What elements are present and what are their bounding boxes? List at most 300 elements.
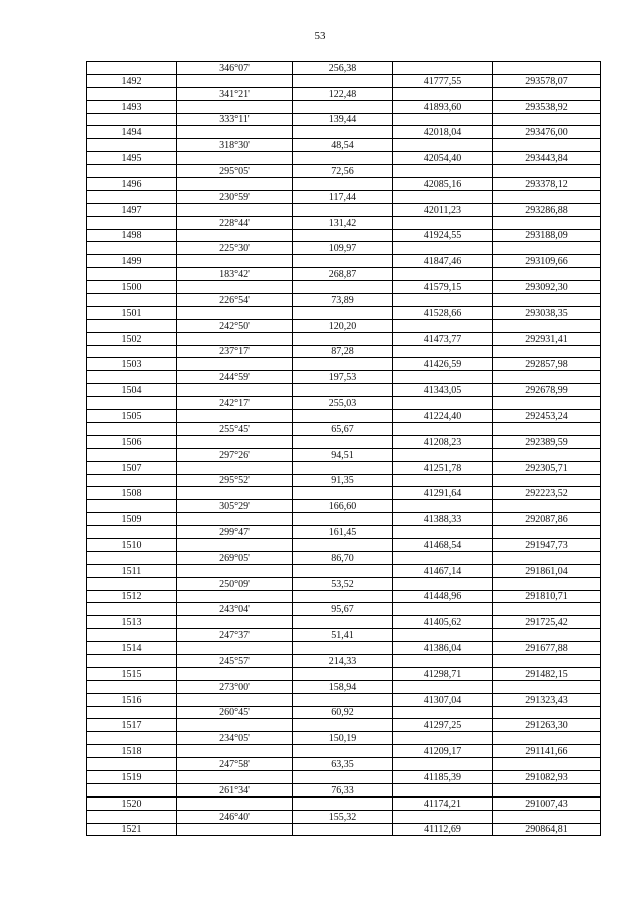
y-coordinate-cell: 291677,88: [493, 642, 601, 655]
point-number-cell: [87, 422, 177, 435]
point-number-cell: [87, 526, 177, 539]
point-number-cell: 1496: [87, 178, 177, 191]
direction-angle-cell: [177, 797, 293, 810]
distance-cell: 268,87: [293, 268, 393, 281]
y-coordinate-cell: 293038,35: [493, 306, 601, 319]
distance-cell: 91,35: [293, 474, 393, 487]
table-row: [87, 538, 601, 551]
table-row: [87, 706, 601, 719]
y-coordinate-cell: 293538,92: [493, 100, 601, 113]
distance-cell: 214,33: [293, 654, 393, 667]
distance-cell: 122,48: [293, 87, 393, 100]
direction-angle-cell: [177, 487, 293, 500]
y-coordinate-cell: 293092,30: [493, 281, 601, 294]
table-row: [87, 190, 601, 203]
x-coordinate-cell: 41777,55: [393, 74, 493, 87]
y-coordinate-cell: 291947,73: [493, 538, 601, 551]
y-coordinate-cell: 292931,41: [493, 332, 601, 345]
table-row: [87, 823, 601, 836]
x-coordinate-cell: 41426,59: [393, 358, 493, 371]
x-coordinate-cell: 41298,71: [393, 667, 493, 680]
point-number-cell: [87, 190, 177, 203]
distance-cell: [293, 126, 393, 139]
distance-cell: 76,33: [293, 783, 393, 796]
direction-angle-cell: 305°29': [177, 500, 293, 513]
table-row: [87, 306, 601, 319]
x-coordinate-cell: 41847,46: [393, 255, 493, 268]
y-coordinate-cell: [493, 397, 601, 410]
table-row: [87, 654, 601, 667]
y-coordinate-cell: 291725,42: [493, 616, 601, 629]
table-row: [87, 165, 601, 178]
x-coordinate-cell: 41291,64: [393, 487, 493, 500]
point-number-cell: 1513: [87, 616, 177, 629]
direction-angle-cell: [177, 616, 293, 629]
y-coordinate-cell: 293578,07: [493, 74, 601, 87]
table-row: [87, 345, 601, 358]
y-coordinate-cell: [493, 810, 601, 823]
distance-cell: 256,38: [293, 62, 393, 75]
y-coordinate-cell: 291323,43: [493, 693, 601, 706]
distance-cell: [293, 538, 393, 551]
table-row: [87, 216, 601, 229]
x-coordinate-cell: [393, 422, 493, 435]
distance-cell: 60,92: [293, 706, 393, 719]
table-row: [87, 358, 601, 371]
point-number-cell: 1508: [87, 487, 177, 500]
x-coordinate-cell: [393, 629, 493, 642]
table-row: [87, 113, 601, 126]
y-coordinate-cell: 292453,24: [493, 410, 601, 423]
table-row: [87, 810, 601, 823]
x-coordinate-cell: 41224,40: [393, 410, 493, 423]
coordinates-table: [86, 61, 601, 836]
point-number-cell: 1514: [87, 642, 177, 655]
y-coordinate-cell: 291082,93: [493, 770, 601, 783]
direction-angle-cell: 297°26': [177, 448, 293, 461]
table-row: [87, 397, 601, 410]
table-row: [87, 229, 601, 242]
point-number-cell: [87, 345, 177, 358]
x-coordinate-cell: 41405,62: [393, 616, 493, 629]
table-row: [87, 603, 601, 616]
x-coordinate-cell: 41528,66: [393, 306, 493, 319]
direction-angle-cell: 250°09': [177, 577, 293, 590]
distance-cell: [293, 797, 393, 810]
distance-cell: 63,35: [293, 758, 393, 771]
table-row: [87, 590, 601, 603]
point-number-cell: [87, 268, 177, 281]
point-number-cell: [87, 629, 177, 642]
distance-cell: 72,56: [293, 165, 393, 178]
y-coordinate-cell: [493, 371, 601, 384]
y-coordinate-cell: [493, 62, 601, 75]
distance-cell: [293, 590, 393, 603]
x-coordinate-cell: 41473,77: [393, 332, 493, 345]
distance-cell: 109,97: [293, 242, 393, 255]
y-coordinate-cell: [493, 783, 601, 796]
distance-cell: 95,67: [293, 603, 393, 616]
x-coordinate-cell: [393, 113, 493, 126]
distance-cell: [293, 513, 393, 526]
x-coordinate-cell: 41579,15: [393, 281, 493, 294]
y-coordinate-cell: [493, 577, 601, 590]
point-number-cell: [87, 577, 177, 590]
x-coordinate-cell: 42011,23: [393, 203, 493, 216]
direction-angle-cell: [177, 564, 293, 577]
table-row: [87, 268, 601, 281]
x-coordinate-cell: 41112,69: [393, 823, 493, 836]
distance-cell: 117,44: [293, 190, 393, 203]
x-coordinate-cell: [393, 654, 493, 667]
x-coordinate-cell: [393, 577, 493, 590]
y-coordinate-cell: 293476,00: [493, 126, 601, 139]
direction-angle-cell: [177, 255, 293, 268]
point-number-cell: [87, 603, 177, 616]
direction-angle-cell: [177, 513, 293, 526]
direction-angle-cell: 183°42': [177, 268, 293, 281]
x-coordinate-cell: 42085,16: [393, 178, 493, 191]
table-row: [87, 629, 601, 642]
table-row: [87, 693, 601, 706]
distance-cell: 131,42: [293, 216, 393, 229]
point-number-cell: 1503: [87, 358, 177, 371]
x-coordinate-cell: [393, 294, 493, 307]
table-row: [87, 616, 601, 629]
table-row: [87, 178, 601, 191]
direction-angle-cell: [177, 152, 293, 165]
point-number-cell: 1519: [87, 770, 177, 783]
distance-cell: [293, 74, 393, 87]
y-coordinate-cell: 291141,66: [493, 745, 601, 758]
direction-angle-cell: [177, 590, 293, 603]
direction-angle-cell: 244°59': [177, 371, 293, 384]
y-coordinate-cell: 291810,71: [493, 590, 601, 603]
point-number-cell: [87, 216, 177, 229]
direction-angle-cell: [177, 770, 293, 783]
x-coordinate-cell: [393, 190, 493, 203]
point-number-cell: [87, 113, 177, 126]
x-coordinate-cell: 41388,33: [393, 513, 493, 526]
point-number-cell: [87, 397, 177, 410]
distance-cell: 166,60: [293, 500, 393, 513]
x-coordinate-cell: [393, 216, 493, 229]
distance-cell: [293, 178, 393, 191]
x-coordinate-cell: [393, 319, 493, 332]
direction-angle-cell: 245°57': [177, 654, 293, 667]
x-coordinate-cell: [393, 680, 493, 693]
x-coordinate-cell: 41343,05: [393, 384, 493, 397]
distance-cell: 86,70: [293, 551, 393, 564]
y-coordinate-cell: [493, 526, 601, 539]
direction-angle-cell: [177, 745, 293, 758]
table-row: [87, 422, 601, 435]
direction-angle-cell: 346°07': [177, 62, 293, 75]
direction-angle-cell: [177, 229, 293, 242]
y-coordinate-cell: 292087,86: [493, 513, 601, 526]
distance-cell: 158,94: [293, 680, 393, 693]
table-row: [87, 797, 601, 810]
table-row: [87, 680, 601, 693]
point-number-cell: [87, 139, 177, 152]
y-coordinate-cell: 292857,98: [493, 358, 601, 371]
table-row: [87, 513, 601, 526]
distance-cell: 197,53: [293, 371, 393, 384]
y-coordinate-cell: [493, 500, 601, 513]
y-coordinate-cell: 291007,43: [493, 797, 601, 810]
distance-cell: [293, 281, 393, 294]
direction-angle-cell: 255°45': [177, 422, 293, 435]
table-row: [87, 203, 601, 216]
point-number-cell: 1492: [87, 74, 177, 87]
direction-angle-cell: 341°21': [177, 87, 293, 100]
distance-cell: 48,54: [293, 139, 393, 152]
point-number-cell: [87, 474, 177, 487]
direction-angle-cell: [177, 332, 293, 345]
direction-angle-cell: [177, 358, 293, 371]
x-coordinate-cell: [393, 397, 493, 410]
direction-angle-cell: [177, 306, 293, 319]
point-number-cell: [87, 62, 177, 75]
y-coordinate-cell: 291861,04: [493, 564, 601, 577]
y-coordinate-cell: [493, 551, 601, 564]
y-coordinate-cell: 292305,71: [493, 461, 601, 474]
direction-angle-cell: 295°05': [177, 165, 293, 178]
x-coordinate-cell: [393, 139, 493, 152]
point-number-cell: 1494: [87, 126, 177, 139]
table-row: [87, 461, 601, 474]
distance-cell: [293, 152, 393, 165]
table-row: [87, 500, 601, 513]
point-number-cell: 1516: [87, 693, 177, 706]
direction-angle-cell: 230°59': [177, 190, 293, 203]
point-number-cell: 1512: [87, 590, 177, 603]
y-coordinate-cell: [493, 758, 601, 771]
point-number-cell: 1501: [87, 306, 177, 319]
y-coordinate-cell: [493, 603, 601, 616]
point-number-cell: 1504: [87, 384, 177, 397]
table-row: [87, 62, 601, 75]
point-number-cell: 1495: [87, 152, 177, 165]
distance-cell: [293, 745, 393, 758]
point-number-cell: 1502: [87, 332, 177, 345]
direction-angle-cell: 273°00': [177, 680, 293, 693]
point-number-cell: 1520: [87, 797, 177, 810]
point-number-cell: [87, 654, 177, 667]
distance-cell: [293, 823, 393, 836]
y-coordinate-cell: [493, 242, 601, 255]
x-coordinate-cell: [393, 706, 493, 719]
x-coordinate-cell: [393, 732, 493, 745]
table-row: [87, 100, 601, 113]
point-number-cell: 1493: [87, 100, 177, 113]
x-coordinate-cell: [393, 810, 493, 823]
direction-angle-cell: 269°05': [177, 551, 293, 564]
distance-cell: [293, 100, 393, 113]
y-coordinate-cell: [493, 448, 601, 461]
table-row: [87, 126, 601, 139]
distance-cell: [293, 255, 393, 268]
distance-cell: 94,51: [293, 448, 393, 461]
y-coordinate-cell: [493, 165, 601, 178]
distance-cell: 120,20: [293, 319, 393, 332]
point-number-cell: [87, 500, 177, 513]
y-coordinate-cell: [493, 87, 601, 100]
point-number-cell: 1507: [87, 461, 177, 474]
direction-angle-cell: [177, 435, 293, 448]
point-number-cell: [87, 448, 177, 461]
point-number-cell: 1510: [87, 538, 177, 551]
x-coordinate-cell: 42054,40: [393, 152, 493, 165]
direction-angle-cell: [177, 410, 293, 423]
x-coordinate-cell: 41297,25: [393, 719, 493, 732]
x-coordinate-cell: [393, 474, 493, 487]
x-coordinate-cell: [393, 242, 493, 255]
table-row: [87, 255, 601, 268]
point-number-cell: [87, 551, 177, 564]
table-row: [87, 487, 601, 500]
y-coordinate-cell: [493, 654, 601, 667]
direction-angle-cell: [177, 384, 293, 397]
y-coordinate-cell: 293109,66: [493, 255, 601, 268]
table-row: [87, 74, 601, 87]
x-coordinate-cell: 41448,96: [393, 590, 493, 603]
y-coordinate-cell: [493, 190, 601, 203]
point-number-cell: 1521: [87, 823, 177, 836]
point-number-cell: 1497: [87, 203, 177, 216]
y-coordinate-cell: [493, 319, 601, 332]
point-number-cell: 1506: [87, 435, 177, 448]
table-row: [87, 319, 601, 332]
table-row: [87, 87, 601, 100]
x-coordinate-cell: 41467,14: [393, 564, 493, 577]
distance-cell: [293, 384, 393, 397]
x-coordinate-cell: 41185,39: [393, 770, 493, 783]
x-coordinate-cell: [393, 345, 493, 358]
x-coordinate-cell: 41307,04: [393, 693, 493, 706]
distance-cell: [293, 410, 393, 423]
y-coordinate-cell: [493, 732, 601, 745]
direction-angle-cell: 243°04': [177, 603, 293, 616]
distance-cell: 255,03: [293, 397, 393, 410]
point-number-cell: 1517: [87, 719, 177, 732]
direction-angle-cell: 299°47': [177, 526, 293, 539]
direction-angle-cell: 247°58': [177, 758, 293, 771]
page-number: 53: [314, 30, 326, 42]
x-coordinate-cell: [393, 448, 493, 461]
direction-angle-cell: [177, 538, 293, 551]
direction-angle-cell: [177, 719, 293, 732]
x-coordinate-cell: 41251,78: [393, 461, 493, 474]
table-row: [87, 448, 601, 461]
y-coordinate-cell: 290864,81: [493, 823, 601, 836]
y-coordinate-cell: 292678,99: [493, 384, 601, 397]
distance-cell: 150,19: [293, 732, 393, 745]
distance-cell: [293, 719, 393, 732]
distance-cell: [293, 616, 393, 629]
direction-angle-cell: [177, 178, 293, 191]
x-coordinate-cell: [393, 371, 493, 384]
table-row: [87, 526, 601, 539]
table-row: [87, 332, 601, 345]
table-row: [87, 732, 601, 745]
x-coordinate-cell: 41924,55: [393, 229, 493, 242]
distance-cell: 73,89: [293, 294, 393, 307]
table-row: [87, 783, 601, 796]
table-row: [87, 410, 601, 423]
distance-cell: 161,45: [293, 526, 393, 539]
y-coordinate-cell: [493, 345, 601, 358]
point-number-cell: [87, 680, 177, 693]
y-coordinate-cell: [493, 422, 601, 435]
distance-cell: [293, 564, 393, 577]
direction-angle-cell: 225°30': [177, 242, 293, 255]
x-coordinate-cell: [393, 165, 493, 178]
direction-angle-cell: 242°17': [177, 397, 293, 410]
y-coordinate-cell: 293443,84: [493, 152, 601, 165]
point-number-cell: 1499: [87, 255, 177, 268]
x-coordinate-cell: 41468,54: [393, 538, 493, 551]
distance-cell: [293, 306, 393, 319]
direction-angle-cell: [177, 642, 293, 655]
coordinates-table-body: [87, 62, 601, 836]
table-row: [87, 745, 601, 758]
distance-cell: 53,52: [293, 577, 393, 590]
point-number-cell: 1511: [87, 564, 177, 577]
table-row: [87, 242, 601, 255]
direction-angle-cell: 318°30': [177, 139, 293, 152]
y-coordinate-cell: 292223,52: [493, 487, 601, 500]
point-number-cell: [87, 706, 177, 719]
direction-angle-cell: 261°34': [177, 783, 293, 796]
x-coordinate-cell: [393, 500, 493, 513]
direction-angle-cell: [177, 281, 293, 294]
point-number-cell: [87, 810, 177, 823]
direction-angle-cell: 260°45': [177, 706, 293, 719]
direction-angle-cell: [177, 74, 293, 87]
distance-cell: [293, 770, 393, 783]
direction-angle-cell: [177, 823, 293, 836]
y-coordinate-cell: [493, 139, 601, 152]
y-coordinate-cell: [493, 629, 601, 642]
table-row: [87, 474, 601, 487]
table-row: [87, 139, 601, 152]
point-number-cell: 1500: [87, 281, 177, 294]
direction-angle-cell: [177, 693, 293, 706]
distance-cell: [293, 332, 393, 345]
x-coordinate-cell: [393, 526, 493, 539]
y-coordinate-cell: 293286,88: [493, 203, 601, 216]
distance-cell: 155,32: [293, 810, 393, 823]
table-row: [87, 564, 601, 577]
direction-angle-cell: [177, 667, 293, 680]
table-row: [87, 281, 601, 294]
direction-angle-cell: 234°05': [177, 732, 293, 745]
y-coordinate-cell: 291263,30: [493, 719, 601, 732]
table-row: [87, 152, 601, 165]
x-coordinate-cell: 41174,21: [393, 797, 493, 810]
x-coordinate-cell: [393, 62, 493, 75]
point-number-cell: 1505: [87, 410, 177, 423]
distance-cell: 139,44: [293, 113, 393, 126]
direction-angle-cell: 242°50': [177, 319, 293, 332]
x-coordinate-cell: 41386,04: [393, 642, 493, 655]
y-coordinate-cell: [493, 680, 601, 693]
table-row: [87, 758, 601, 771]
direction-angle-cell: [177, 203, 293, 216]
x-coordinate-cell: [393, 758, 493, 771]
y-coordinate-cell: [493, 268, 601, 281]
